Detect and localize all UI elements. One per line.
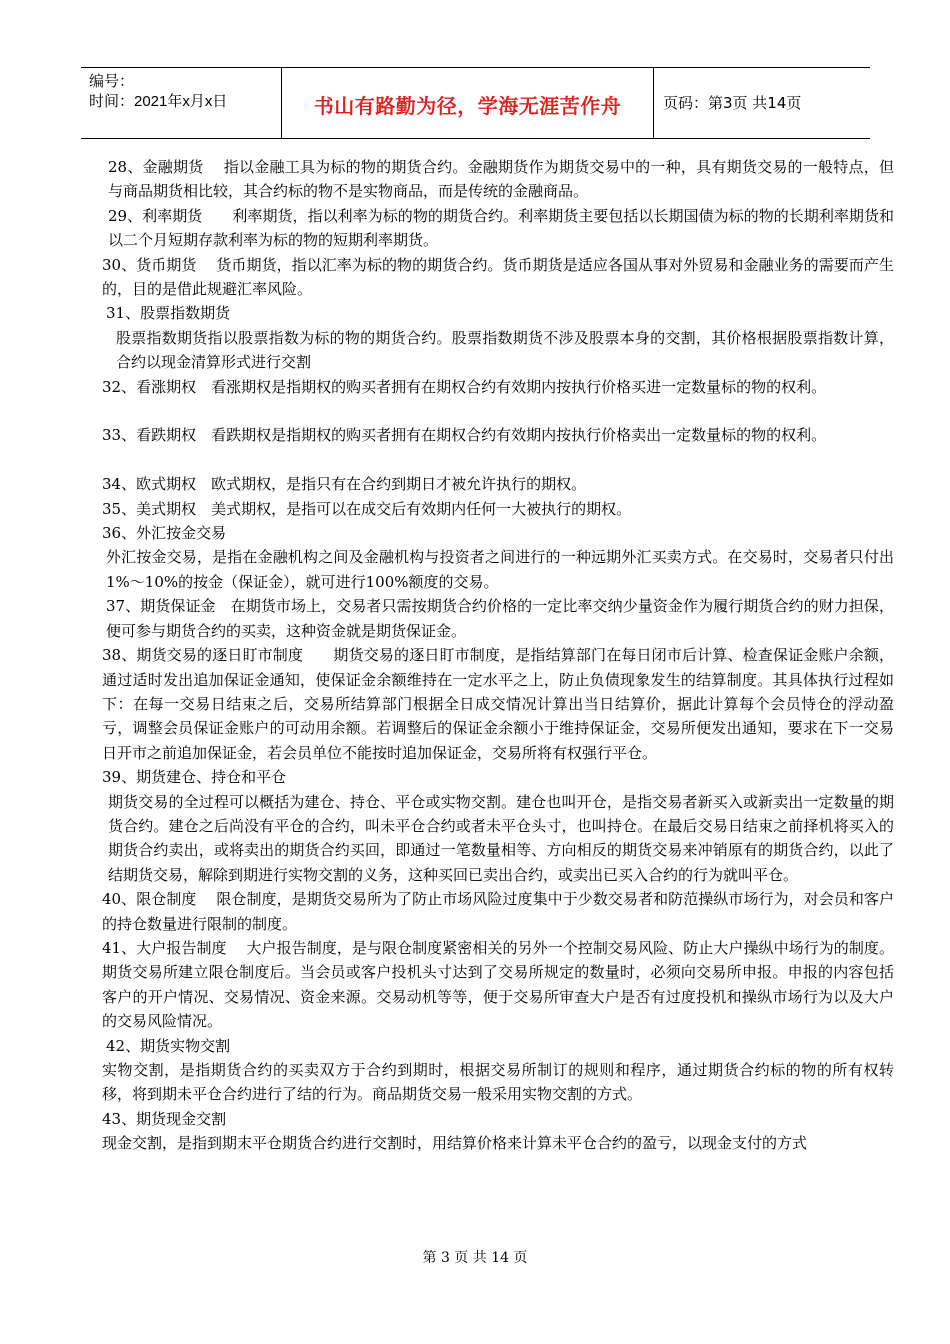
paragraph: 42、期货实物交割 [106,1036,231,1055]
paragraph: 39、期货建仓、持仓和平仓 [102,768,287,787]
document-body [102,155,894,1156]
paragraph: 实物交割，是指期货合约的买卖双方于合约到期时，根据交易所制订的规则和程序，通过期货合约标的物的所有权转移，将到期未平仓合约进行了结的行为。商品期货交易一般采用实物交割的方式。 [102,1061,894,1104]
paragraph: 35、美式期权 美式期权，是指可以在成交后有效期内任何一大被执行的期权。 [102,499,632,518]
header-page-info: 页码：第3页 共14页 [663,94,802,112]
paragraph: 38、期货交易的逐日盯市制度 期货交易的逐日盯市制度，是指结算部门在每日闭市后计算、检查保证金账户余额，通过适时发出追加保证金通知，使保证金余额维持在一定水平之上，防止负债现象发生的结算制度。其具体执行过程如下：在每一交易日结束之后，交易所结算部门根据全日成交情况计算出当日结算价，据此计算每个会员恃仓的浮动盈亏，调整会员保证金账户的可动用余额。若调整后的保证金余额小于维持保证金，交易所便发出通知，要求在下一交易日开市之前追加保证金，若会员单位不能按时追加保证金，交易所将有权强行平仓。 [102,646,894,762]
paragraph: 40、限仓制度 限仓制度，是期货交易所为了防止市场风险过度集中于少数交易者和防范操纵市场行为，对会员和客户的持仓数量进行限制的制度。 [102,890,894,933]
header-divider [653,68,654,138]
header-date: 时间：2021年x月x日 [89,93,228,110]
header-motto: 书山有路勤为径，学海无涯苦作舟 [313,94,622,118]
paragraph: 现金交割，是指到期末平仓期货合约进行交割时，用结算价格来计算未平仓合约的盈亏，以现金支付的方式 [102,1134,808,1153]
paragraph: 43、期货现金交割 [102,1109,227,1128]
paragraph: 28、金融期货 指以金融工具为标的物的期货合约。金融期货作为期货交易中的一种，具有期货交易的一般特点，但与商品期货相比较，其合约标的物不是实物商品，而是传统的金融商品。 [108,158,894,201]
paragraph: 29、利率期货 利率期货，指以利率为标的物的期货合约。利率期货主要包括以长期国债为标的物的长期利率期货和以二个月短期存款利率为标的物的短期利率期货。 [108,206,894,250]
paragraph: 33、看跌期权 看跌期权是指期权的购买者拥有在期权合约有效期内按执行价格卖出一定数量标的物的权利。 [102,426,827,445]
paragraph: 期货交易的全过程可以概括为建仓、持仓、平仓或实物交割。建仓也叫开仓，是指交易者新买入或新卖出一定数量的期货合约。建仓之后尚没有平仓的合约，叫未平仓合约或者未平仓头寸，也叫持仓。在最后交易日结束之前择机将买入的期货合约卖出，或将卖出的期货合约买回，即通过一笔数量相等、方向相反的期货交易来冲销原有的期货合约，以此了结期货交易，解除到期进行实物交割的义务，这种买回已卖出合约，或卖出已买入合约的行为就叫平仓。 [108,792,894,884]
header-number: 编号： [89,73,135,90]
page-footer: 第 3 页 共 14 页 [422,1250,528,1266]
paragraph: 股票指数期货指以股票指数为标的物的期货合约。股票指数期货不涉及股票本身的交割，其价格根据股票指数计算，合约以现金清算形式进行交割 [116,328,894,372]
paragraph: 36、外汇按金交易 [102,524,227,543]
paragraph: 外汇按金交易，是指在金融机构之间及金融机构与投资者之间进行的一种远期外汇买卖方式。在交易时，交易者只付出1%～10%的按金（保证金），就可进行100%额度的交易。 [106,548,894,591]
header-meta [89,72,227,112]
paragraph: 32、看涨期权 看涨期权是指期权的购买者拥有在期权合约有效期内按执行价格买进一定数量标的物的权利。 [102,377,827,396]
paragraph: 34、欧式期权 欧式期权，是指只有在合约到期日才被允许执行的期权。 [102,475,587,494]
page-header [81,67,870,139]
paragraph: 37、期货保证金 在期货市场上，交易者只需按期货合约价格的一定比率交纳少量资金作为履行期货合约的财力担保，便可参与期货合约的买卖，这种资金就是期货保证金。 [106,597,894,640]
paragraph: 31、股票指数期货 [106,304,231,323]
paragraph: 30、货币期货 货币期货，指以汇率为标的物的期货合约。货币期货是适应各国从事对外贸易和金融业务的需要而产生的，目的是借此规避汇率风险。 [102,255,894,299]
paragraph: 41、大户报告制度 大户报告制度，是与限仓制度紧密相关的另外一个控制交易风险、防止大户操纵中场行为的制度。期货交易所建立限仓制度后。当会员或客户投机头寸达到了交易所规定的数量时，必须向交易所申报。申报的内容包括客户的开户情况、交易情况、资金来源。交易动机等等，便于交易所审查大户是否有过度投机和操纵市场行为以及大户的交易风险情况。 [102,938,894,1031]
